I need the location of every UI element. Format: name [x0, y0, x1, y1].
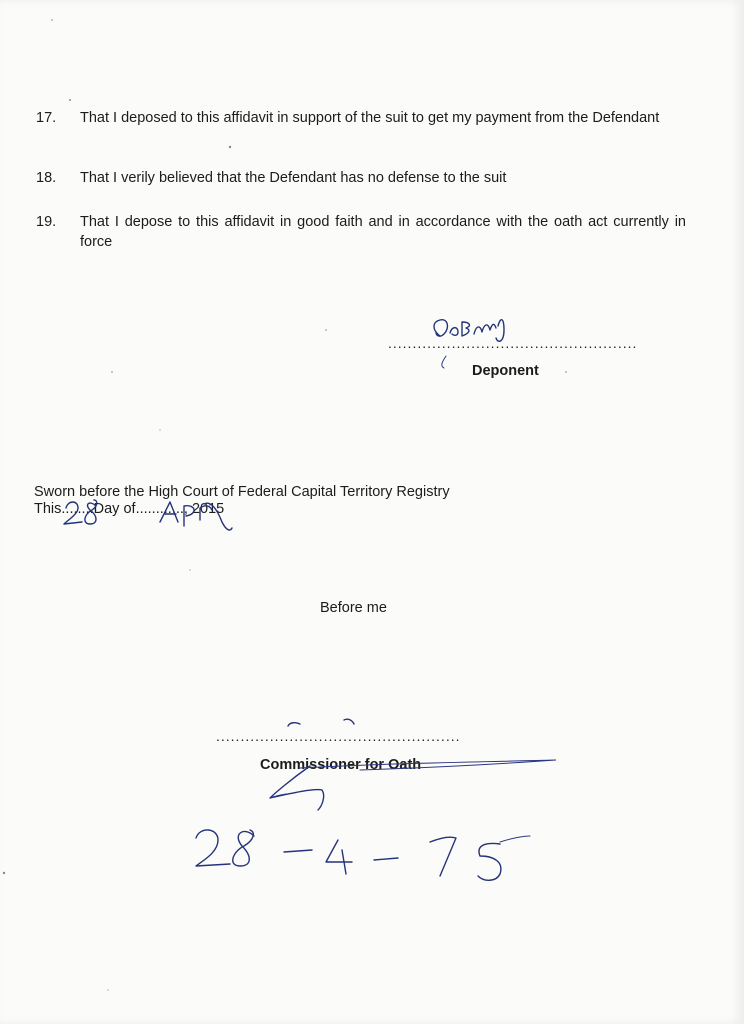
this-prefix: This [34, 501, 62, 517]
sworn-statement: Sworn before the High Court of Federal Capital Territory Registry [34, 484, 450, 500]
paragraph-number: 19. [36, 214, 57, 230]
day-label: Day of [93, 501, 136, 517]
paragraph-text: That I deposed to this affidavit in support of the suit to get my payment from the Defendant [80, 110, 660, 126]
paragraph-17 [36, 108, 686, 128]
paragraph-text: That I depose to this affidavit in good faith and in accordance with the oath act currently in force [80, 214, 686, 250]
deponent-signature-line: ................................................... [388, 335, 638, 351]
commissioner-label: Commissioner for Oath [260, 757, 422, 773]
handwritten-date-icon [196, 830, 530, 880]
paragraph-number: 17. [36, 110, 57, 126]
paragraph-number: 18. [36, 170, 57, 186]
year: , 2015 [183, 501, 225, 517]
paragraph-19 [36, 212, 686, 252]
before-me: Before me [320, 600, 387, 616]
day-dots: ........ [61, 501, 94, 517]
paragraph-18 [36, 168, 686, 188]
sworn-date-line [34, 501, 224, 517]
deponent-label: Deponent [472, 363, 539, 379]
month-dots: ............ [135, 501, 184, 517]
paragraph-text: That I verily believed that the Defendant has no defense to the suit [80, 170, 507, 186]
commissioner-signature-line: .................................................. [216, 728, 461, 744]
